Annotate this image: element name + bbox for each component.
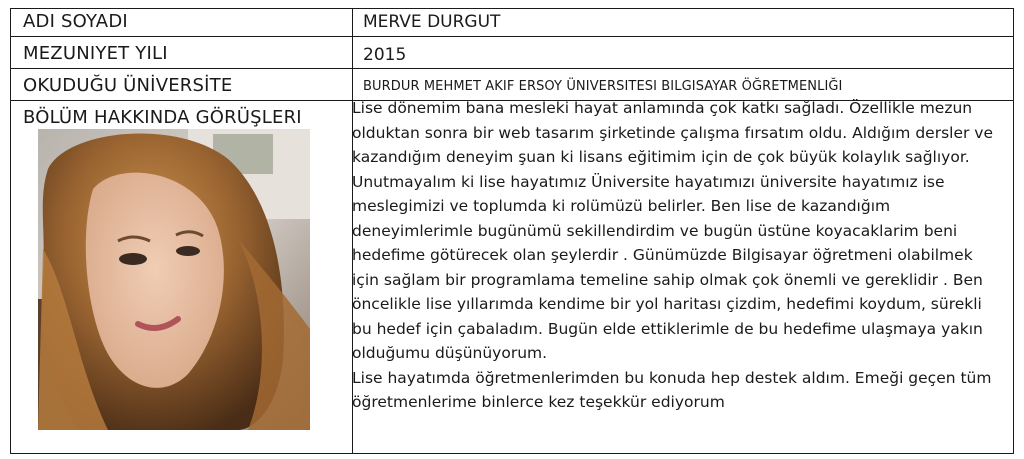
profile-photo-illustration bbox=[38, 129, 310, 430]
graduation-year-label: MEZUNIYET YILI bbox=[23, 43, 168, 64]
profile-photo bbox=[38, 129, 310, 430]
university-value: BURDUR MEHMET AKIF ERSOY ÜNIVERSITESI BILGISAYAR ÖĞRETMENLIĞI bbox=[363, 79, 843, 94]
opinions-label: BÖLÜM HAKKINDA GÖRÜŞLERI bbox=[23, 107, 302, 128]
university-label: OKUDUĞU ÜNİVERSİTE bbox=[23, 75, 233, 96]
name-value: MERVE DURGUT bbox=[363, 12, 501, 32]
opinions-paragraph: Lise hayatımda öğretmenlerimden bu konuda hep destek aldım. Emeği geçen tüm öğretmenlerime binlerce kez teşekkür ediyorum bbox=[352, 368, 992, 411]
opinions-text bbox=[352, 96, 1000, 415]
row-divider bbox=[11, 68, 1013, 69]
row-divider bbox=[11, 36, 1013, 37]
opinions-paragraph: Lise dönemim bana mesleki hayat anlamında çok katkı sağladı. Özellikle mezun olduktan sonra bir web tasarım şirketinde çalışma fırsatım oldu. Aldığım dersler ve kazandığım deneyim şuan ki lisans eğitimim için de çok büyük kolaylık sağlıyor. Unutmayalım ki lise hayatımız Üniversite hayatımızı üniversite hayatımız ise meslegimizi ve toplumda ki rolümüzü belirler. Ben lise de kazandığım deneyimlerimle bugünümü sekillendirdim ve bugün üstüne koyacaklarim beni hedefime götürecek olan şeylerdir . Günümüzde Bilgisayar öğretmeni olabilmek için sağlam bir programlama temeline sahip olmak çok önemli ve gereklidir . Ben öncelikle lise yıllarımda kendime bir yol haritası çizdim, hedefimi koydum, sürekli bu hedef için çabaladım. Bugün elde ettiklerimle de bu hedefime ulaşmaya yakın olduğumu düşünüyorum. bbox=[352, 99, 993, 362]
graduation-year-value: 2015 bbox=[363, 45, 407, 65]
name-label: ADI SOYADI bbox=[23, 11, 128, 32]
